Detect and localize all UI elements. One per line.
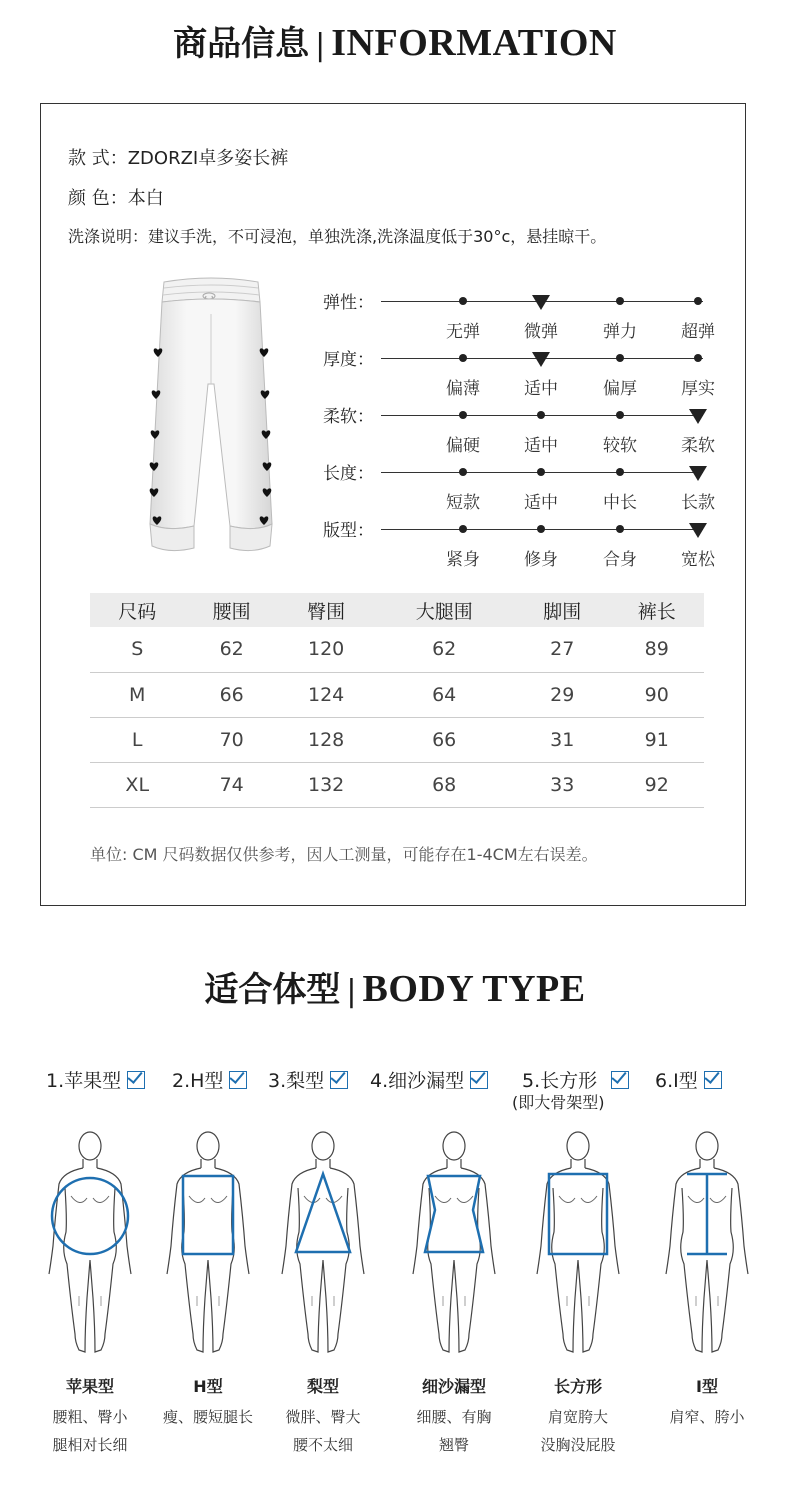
scale-label: 版型：	[323, 521, 374, 541]
color-line: 颜 色：本白	[68, 188, 164, 209]
table-cell: 92	[609, 762, 704, 807]
body-figure-4	[399, 1128, 509, 1358]
body-title-en: BODY TYPE	[362, 968, 586, 1010]
table-cell: L	[90, 717, 184, 762]
table-cell: 124	[279, 672, 373, 717]
size-table	[90, 593, 704, 808]
table-cell: 29	[515, 672, 609, 717]
body-head-label: 3.梨型	[268, 1070, 325, 1092]
body-type-desc: 细腰、有胸	[416, 1408, 492, 1426]
body-figure-6	[652, 1128, 762, 1358]
scale-option: 短款	[446, 493, 480, 513]
checkbox-checked-icon	[470, 1071, 488, 1089]
selected-marker-icon	[532, 352, 550, 367]
body-head-3	[268, 1066, 348, 1093]
scale-row	[323, 288, 713, 344]
body-type-desc: 腿相对长细	[52, 1436, 128, 1454]
table-cell: 62	[184, 627, 278, 672]
table-cell: 27	[515, 627, 609, 672]
info-section-title	[0, 16, 790, 65]
scale-dot-icon	[616, 468, 624, 476]
table-cell: 68	[373, 762, 515, 807]
body-head-label: 5.长方形	[522, 1070, 598, 1092]
size-table-header-cell: 脚围	[515, 593, 609, 627]
info-box	[40, 103, 746, 906]
body-figure-1	[35, 1128, 145, 1358]
scale-dot-icon	[694, 354, 702, 362]
body-type-name: I型	[696, 1377, 718, 1396]
body-type-name: 梨型	[306, 1377, 339, 1396]
scale-option: 微弹	[524, 322, 558, 342]
scale-row	[323, 345, 713, 401]
scale-option: 无弹	[446, 322, 480, 342]
scale-option: 偏薄	[446, 379, 480, 399]
pants-image	[146, 274, 276, 564]
scale-label: 厚度：	[323, 350, 374, 370]
table-cell: 120	[279, 627, 373, 672]
table-cell: 74	[184, 762, 278, 807]
checkbox-checked-icon	[704, 1071, 722, 1089]
body-head-2	[172, 1066, 247, 1093]
scale-dot-icon	[459, 354, 467, 362]
body-figure-3	[268, 1128, 378, 1358]
scale-dot-icon	[694, 297, 702, 305]
table-cell: 64	[373, 672, 515, 717]
checkbox-checked-icon	[229, 1071, 247, 1089]
scale-label: 柔软：	[323, 407, 374, 427]
body-figure-2	[153, 1128, 263, 1358]
checkbox-checked-icon	[611, 1071, 629, 1089]
table-cell: 128	[279, 717, 373, 762]
table-cell: 132	[279, 762, 373, 807]
scale-label: 长度：	[323, 464, 374, 484]
body-type-desc: 腰粗、臀小	[52, 1408, 128, 1426]
body-silhouette-icon	[399, 1128, 509, 1358]
table-row	[90, 717, 704, 762]
scale-dot-icon	[616, 354, 624, 362]
body-type-name: H型	[193, 1377, 223, 1396]
body-silhouette-icon	[523, 1128, 633, 1358]
scale-dot-icon	[459, 468, 467, 476]
body-title-sep: |	[346, 974, 357, 1009]
table-row	[90, 762, 704, 807]
scale-dot-icon	[616, 411, 624, 419]
unit-note: 单位: CM 尺码数据仅供参考，因人工测量，可能存在1-4CM左右误差。	[90, 845, 598, 864]
body-type-desc: 肩窄、胯小	[669, 1408, 745, 1426]
body-title-cn: 适合体型	[204, 970, 341, 1010]
table-cell: 62	[373, 627, 515, 672]
table-row	[90, 672, 704, 717]
table-cell: M	[90, 672, 184, 717]
scale-option: 超弹	[681, 322, 715, 342]
body-silhouette-icon	[268, 1128, 378, 1358]
scale-row	[323, 516, 713, 572]
size-table-header-cell: 尺码	[90, 593, 184, 627]
scale-option: 柔软	[681, 436, 715, 456]
scale-option: 紧身	[446, 550, 480, 570]
body-head-4	[370, 1066, 488, 1093]
body-type-name: 苹果型	[65, 1377, 114, 1396]
body-type-desc: 微胖、臀大	[285, 1408, 361, 1426]
scale-dot-icon	[459, 411, 467, 419]
table-cell: 31	[515, 717, 609, 762]
table-cell: XL	[90, 762, 184, 807]
body-type-desc: 瘦、腰短腿长	[162, 1408, 253, 1426]
scale-option: 较软	[603, 436, 637, 456]
size-table-header-cell: 腰围	[184, 593, 278, 627]
wash-line: 洗涤说明：建议手洗，不可浸泡，单独洗涤,洗涤温度低于30°c，悬挂晾干。	[68, 227, 607, 246]
scale-dot-icon	[616, 297, 624, 305]
body-figure-5	[523, 1128, 633, 1358]
body-type-desc: 腰不太细	[292, 1436, 353, 1454]
size-table-header-cell: 大腿围	[373, 593, 515, 627]
body-head-6	[655, 1066, 722, 1093]
body-silhouette-icon	[153, 1128, 263, 1358]
scale-option: 修身	[524, 550, 558, 570]
scale-option: 宽松	[681, 550, 715, 570]
scale-option: 中长	[603, 493, 637, 513]
body-section-title	[0, 962, 790, 1011]
body-type-desc: 翘臀	[438, 1436, 469, 1454]
table-cell: S	[90, 627, 184, 672]
table-cell: 66	[373, 717, 515, 762]
info-title-en: INFORMATION	[331, 22, 617, 64]
scale-option: 偏厚	[603, 379, 637, 399]
scale-option: 长款	[681, 493, 715, 513]
scale-dot-icon	[459, 525, 467, 533]
body-head-1	[46, 1066, 145, 1093]
checkbox-checked-icon	[127, 1071, 145, 1089]
checkbox-checked-icon	[330, 1071, 348, 1089]
scale-option: 偏硬	[446, 436, 480, 456]
table-cell: 33	[515, 762, 609, 807]
scale-label: 弹性：	[323, 293, 374, 313]
scale-option: 合身	[603, 550, 637, 570]
size-table-header-cell: 裤长	[609, 593, 704, 627]
table-cell: 89	[609, 627, 704, 672]
table-row	[90, 627, 704, 672]
table-cell: 91	[609, 717, 704, 762]
scale-dot-icon	[616, 525, 624, 533]
body-head-label: 6.I型	[655, 1070, 698, 1092]
table-cell: 90	[609, 672, 704, 717]
table-cell: 70	[184, 717, 278, 762]
body-silhouette-icon	[35, 1128, 145, 1358]
scale-dot-icon	[537, 468, 545, 476]
body-head-label: 2.H型	[172, 1070, 224, 1092]
body-type-desc: 没胸没屁股	[540, 1436, 616, 1454]
body-silhouette-icon	[652, 1128, 762, 1358]
scale-row	[323, 459, 713, 515]
scale-option: 弹力	[603, 322, 637, 342]
body-head-label: 1.苹果型	[46, 1070, 122, 1092]
body-type-desc: 肩宽胯大	[547, 1408, 608, 1426]
size-table-header-cell: 臀围	[279, 593, 373, 627]
size-table-header	[90, 593, 704, 627]
table-cell: 66	[184, 672, 278, 717]
selected-marker-icon	[532, 295, 550, 310]
scale-dot-icon	[459, 297, 467, 305]
body-head-label: 4.细沙漏型	[370, 1070, 465, 1092]
selected-marker-icon	[689, 466, 707, 481]
scale-row	[323, 402, 713, 458]
body-type-name: 长方形	[553, 1377, 602, 1396]
scale-option: 适中	[524, 379, 558, 399]
style-line: 款 式：ZDORZI卓多姿长裤	[68, 148, 289, 169]
body-head-5	[522, 1066, 629, 1093]
scale-option: 适中	[524, 493, 558, 513]
info-title-cn: 商品信息	[173, 24, 310, 64]
selected-marker-icon	[689, 523, 707, 538]
scale-option: 适中	[524, 436, 558, 456]
selected-marker-icon	[689, 409, 707, 424]
body-type-name: 细沙漏型	[421, 1377, 486, 1396]
scale-dot-icon	[537, 411, 545, 419]
scale-option: 厚实	[681, 379, 715, 399]
rect-sub-label: (即大骨架型)	[512, 1093, 605, 1112]
scale-dot-icon	[537, 525, 545, 533]
info-title-sep: |	[315, 28, 326, 63]
